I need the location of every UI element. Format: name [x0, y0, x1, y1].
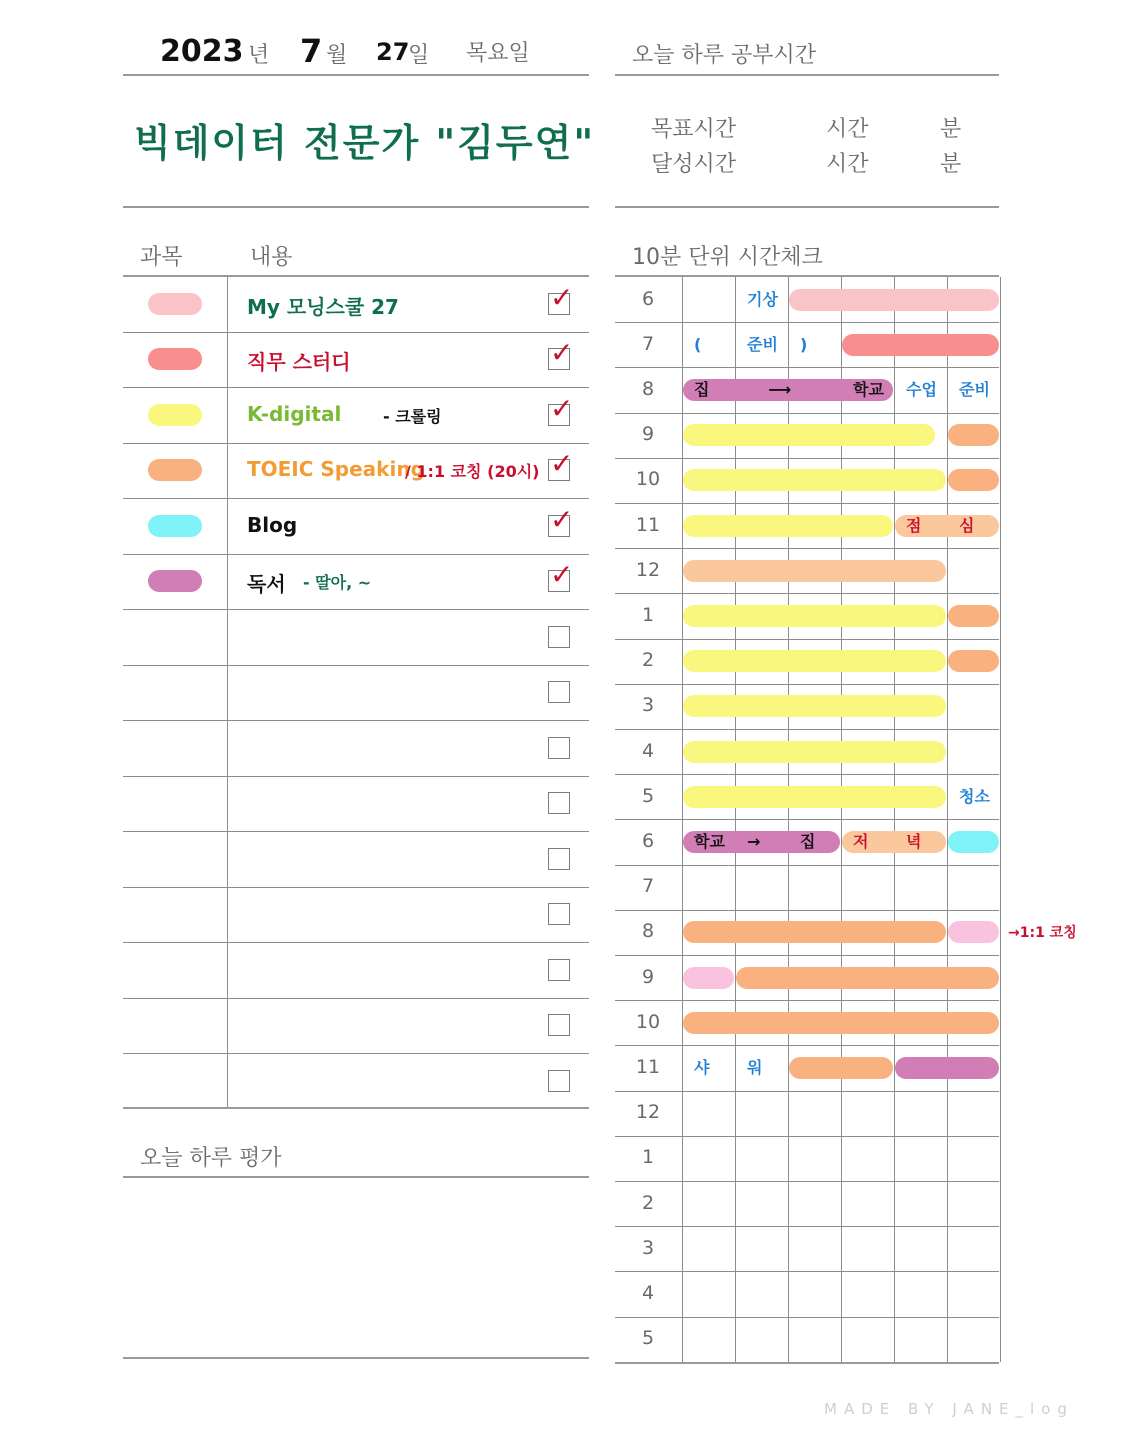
subject-checkbox[interactable]: [548, 792, 570, 814]
timegrid-row-line: [615, 865, 999, 866]
timegrid-row-line: [615, 367, 999, 368]
time-block-label: 청소: [959, 786, 990, 806]
side-note: →1:1 코칭: [1008, 925, 1077, 941]
time-block: [683, 469, 946, 491]
hour-label: 12: [635, 558, 661, 581]
subject-color-swatch: [148, 404, 202, 426]
study-time-heading: 오늘 하루 공부시간: [632, 43, 817, 68]
subject-extra-text: - 딸아, ~: [303, 573, 372, 593]
hour-label: 8: [641, 920, 655, 943]
subject-row: [123, 387, 589, 443]
time-block-label: →: [747, 832, 761, 851]
subject-row: [123, 276, 589, 332]
subject-color-swatch: [148, 293, 202, 315]
checkmark-icon: ✓: [550, 447, 574, 481]
subject-row: [123, 776, 589, 832]
checkmark-icon: ✓: [550, 502, 574, 536]
subject-content-text: 직무 스터디: [247, 350, 351, 375]
timecheck-top: [615, 275, 999, 277]
hour-label: 6: [641, 287, 655, 310]
timegrid-row-line: [615, 458, 999, 459]
subject-checkbox[interactable]: [548, 681, 570, 703]
evaluation-bottom-divider: [123, 1357, 589, 1359]
hour-label: 5: [641, 784, 655, 807]
subject-color-swatch: [148, 570, 202, 592]
checkmark-icon: ✓: [550, 336, 574, 370]
timegrid-row-line: [615, 1181, 999, 1182]
time-block-label: 녁: [906, 832, 922, 851]
hour-label: 9: [641, 423, 655, 446]
hour-label: 2: [641, 1191, 655, 1214]
time-block: [683, 921, 946, 943]
date-weekday: 목요일: [466, 41, 530, 66]
time-block-label: 학교: [853, 380, 884, 399]
time-block: [683, 515, 893, 537]
timegrid-row-line: [615, 413, 999, 414]
timegrid-row-line: [615, 1362, 999, 1364]
timegrid-row-line: [615, 639, 999, 640]
subject-row: [123, 942, 589, 998]
hour-label: 1: [641, 1146, 655, 1169]
timegrid-row-line: [615, 322, 999, 323]
subject-row: [123, 332, 589, 388]
hour-label: 2: [641, 649, 655, 672]
subject-row: [123, 498, 589, 554]
done-hour-unit: 시간: [826, 152, 869, 177]
subject-content-text: Blog: [247, 512, 298, 537]
hour-label: 12: [635, 1101, 661, 1124]
time-block: [683, 560, 946, 582]
timegrid-column-line: [1000, 277, 1001, 1362]
subject-row: [123, 998, 589, 1054]
time-block: [948, 831, 999, 853]
subject-table-bottom: [123, 1107, 589, 1109]
time-block-label: 심: [959, 515, 975, 535]
time-block-label: (: [694, 334, 702, 354]
timegrid-row-line: [615, 1317, 999, 1318]
timegrid-row-line: [615, 729, 999, 730]
subject-row: [123, 609, 589, 665]
time-block: [842, 334, 999, 356]
date-year-label: 년: [248, 43, 270, 68]
timegrid-row-line: [615, 1136, 999, 1137]
timegrid-row-line: [615, 548, 999, 549]
timegrid-row-line: [615, 819, 999, 820]
timegrid-row-line: [615, 684, 999, 685]
subject-row: [123, 1053, 589, 1109]
time-block: [948, 424, 999, 446]
hour-label: 11: [635, 1056, 661, 1078]
col-subject-header: 과목: [140, 245, 183, 270]
date-month-label: 월: [326, 43, 348, 68]
checkmark-icon: ✓: [550, 280, 574, 314]
time-block: [683, 786, 946, 808]
hour-label: 3: [641, 1236, 655, 1259]
time-block-label: 집: [800, 832, 816, 851]
subject-checkbox[interactable]: [548, 959, 570, 981]
timecheck-heading: 10분 단위 시간체크: [632, 245, 823, 270]
time-block-label: 점: [906, 515, 922, 535]
col-content-header: 내용: [250, 245, 293, 270]
time-block: [683, 424, 935, 446]
time-block-label: 워: [747, 1058, 763, 1077]
subject-content-text: My 모닝스쿨 27: [247, 294, 399, 319]
hour-label: 7: [641, 332, 655, 355]
date-day-label: 일: [408, 43, 430, 68]
hour-label: 4: [641, 1282, 655, 1304]
hour-label: 4: [641, 739, 655, 762]
hour-label: 7: [641, 875, 655, 898]
date-day: 27: [376, 38, 410, 66]
timegrid-row-line: [615, 1271, 999, 1272]
study-time-divider: [615, 206, 999, 208]
time-block: [683, 741, 946, 763]
time-block-label: 준비: [747, 334, 778, 354]
goal-time-label: 목표시간: [651, 117, 737, 142]
subject-row: [123, 720, 589, 776]
subject-checkbox[interactable]: [548, 903, 570, 925]
time-block-label: 준비: [959, 380, 990, 399]
hour-label: 5: [641, 1327, 655, 1350]
timegrid-row-line: [615, 503, 999, 504]
subject-content-text: TOEIC Speaking: [247, 457, 425, 482]
checkmark-icon: ✓: [550, 391, 574, 425]
time-block-label: ): [800, 334, 808, 354]
hour-label: 6: [641, 830, 655, 852]
header-divider-left: [123, 74, 589, 76]
time-block-label: 기상: [747, 289, 778, 309]
time-block-label: 학교: [694, 832, 725, 851]
time-block: [895, 1057, 999, 1079]
time-block: [683, 605, 946, 627]
subject-row: [123, 443, 589, 499]
subject-color-swatch: [148, 348, 202, 370]
hour-label: 3: [641, 694, 655, 717]
hour-label: 10: [635, 1010, 661, 1033]
date-year: 2023: [160, 34, 244, 69]
subject-checkbox[interactable]: [548, 848, 570, 870]
time-block: [948, 605, 999, 627]
time-block-label: ⟶: [768, 380, 792, 399]
timegrid-row-line: [615, 1091, 999, 1092]
date-month: 7: [300, 32, 323, 70]
hour-label: 1: [641, 604, 655, 626]
subject-extra-text: / 1:1 코칭 (20시): [405, 462, 540, 482]
time-block: [948, 469, 999, 491]
time-block: [948, 650, 999, 672]
subject-checkbox[interactable]: [548, 626, 570, 648]
subject-content-text: K-digital: [247, 401, 342, 426]
evaluation-area[interactable]: [123, 1178, 589, 1356]
time-block-label: 저: [853, 832, 869, 851]
hour-label: 10: [635, 468, 661, 491]
hour-label: 8: [641, 378, 655, 400]
checkmark-icon: ✓: [550, 558, 574, 592]
done-min-unit: 분: [940, 152, 962, 177]
title-divider: [123, 206, 589, 208]
footer-credit: MADE BY JANE_log: [824, 1400, 1074, 1418]
time-block: [948, 921, 999, 943]
subject-checkbox[interactable]: [548, 1070, 570, 1092]
subject-color-swatch: [148, 459, 202, 481]
timegrid-row-line: [615, 1045, 999, 1046]
time-block: [683, 1012, 999, 1034]
evaluation-heading: 오늘 하루 평가: [140, 1146, 282, 1171]
timegrid-row-line: [615, 1226, 999, 1227]
timegrid-row-line: [615, 774, 999, 775]
time-block: [736, 967, 999, 989]
timegrid-row-line: [615, 910, 999, 911]
time-block: [789, 289, 999, 311]
time-block: [683, 967, 734, 989]
subject-row: [123, 665, 589, 721]
time-block-label: 샤: [694, 1058, 710, 1077]
time-block-label: 수업: [906, 380, 937, 399]
page-title: 빅데이터 전문가 "김두연": [134, 121, 596, 165]
goal-min-unit: 분: [940, 117, 962, 142]
time-block-label: 집: [694, 380, 710, 399]
subject-extra-text: - 크롤링: [383, 406, 442, 426]
subject-checkbox[interactable]: [548, 1014, 570, 1036]
subject-row: [123, 887, 589, 943]
subject-content-text: 독서: [247, 572, 286, 597]
goal-hour-unit: 시간: [826, 117, 869, 142]
timegrid-row-line: [615, 1000, 999, 1001]
subject-checkbox[interactable]: [548, 737, 570, 759]
timegrid-row-line: [615, 593, 999, 594]
hour-label: 11: [635, 513, 661, 536]
header-divider-right: [615, 74, 999, 76]
timegrid-row-line: [615, 955, 999, 956]
time-block: [789, 1057, 893, 1079]
subject-row: [123, 554, 589, 610]
time-block: [683, 695, 946, 717]
hour-label: 9: [641, 965, 655, 988]
subject-row: [123, 831, 589, 887]
done-time-label: 달성시간: [651, 152, 737, 177]
subject-color-swatch: [148, 515, 202, 537]
time-block: [683, 650, 946, 672]
